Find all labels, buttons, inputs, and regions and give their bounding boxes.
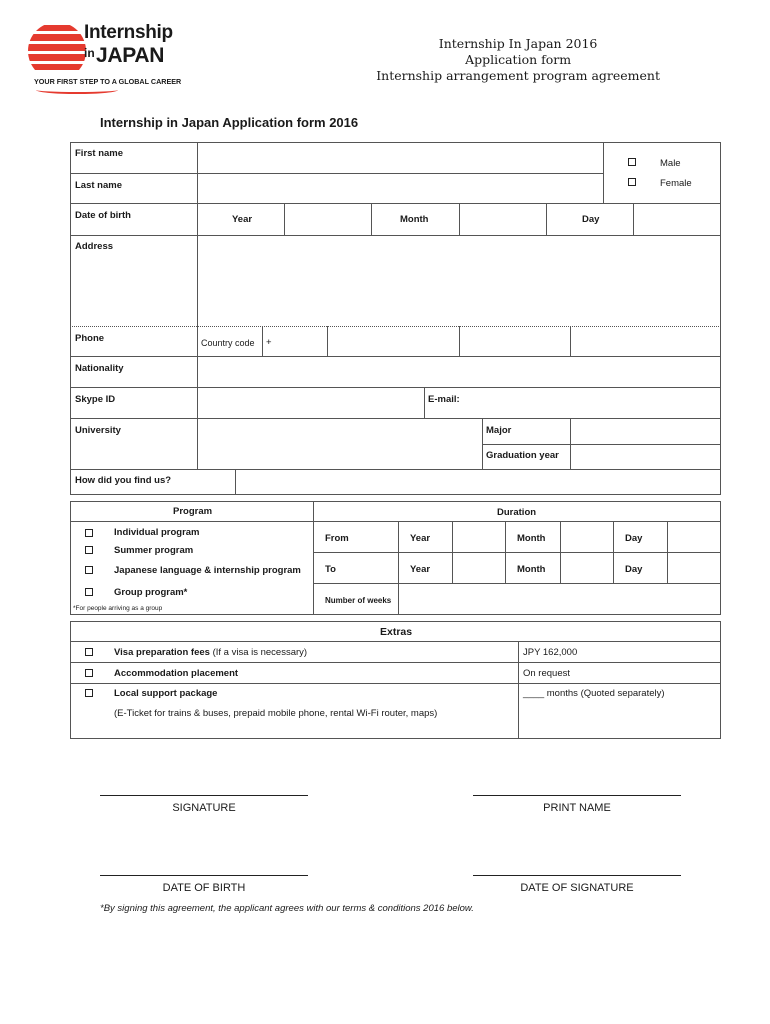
- local-support-checkbox[interactable]: [85, 689, 93, 697]
- visa-fees-checkbox[interactable]: [85, 648, 93, 656]
- first-name-field[interactable]: [198, 143, 603, 173]
- male-label: Male: [660, 158, 681, 169]
- group-note: *For people arriving as a group: [73, 605, 163, 612]
- nationality-field[interactable]: [198, 357, 720, 387]
- terms-footnote: *By signing this agreement, the applicant agrees with our terms & conditions 2016 below.: [100, 903, 474, 914]
- to-label: To: [325, 564, 336, 575]
- to-month-label: Month: [517, 564, 546, 575]
- visa-fees-label: [114, 647, 307, 658]
- phone-number-field[interactable]: [460, 327, 570, 356]
- address-label: Address: [75, 241, 114, 252]
- dob-month-field[interactable]: [460, 204, 546, 235]
- group-program-label: Group program*: [114, 587, 188, 598]
- logo-tagline: YOUR FIRST STEP TO A GLOBAL CAREER: [34, 77, 182, 86]
- from-day-field[interactable]: [668, 522, 720, 552]
- male-checkbox[interactable]: [628, 158, 636, 166]
- header-line-2: Application form: [465, 52, 572, 67]
- email-field[interactable]: [470, 388, 720, 418]
- visa-fees-title: Visa preparation fees: [114, 647, 210, 658]
- nationality-label: Nationality: [75, 363, 124, 374]
- logo-word-in: in: [84, 46, 95, 60]
- last-name-label: Last name: [75, 180, 122, 191]
- number-of-weeks-field[interactable]: [399, 584, 720, 614]
- dob-day-label: Day: [582, 214, 600, 225]
- dob-day-field[interactable]: [634, 204, 720, 235]
- logo-word-japan: JAPAN: [96, 44, 165, 67]
- from-month-field[interactable]: [561, 522, 613, 552]
- summer-program-checkbox[interactable]: [85, 546, 93, 554]
- address-field[interactable]: [198, 236, 720, 326]
- to-day-field[interactable]: [668, 553, 720, 583]
- to-day-label: Day: [625, 564, 643, 575]
- dob-year-field[interactable]: [285, 204, 371, 235]
- university-field[interactable]: [198, 419, 482, 469]
- local-support-detail: (E-Ticket for trains & buses, prepaid mobile phone, rental Wi-Fi router, maps): [114, 708, 438, 719]
- visa-fees-value: JPY 162,000: [523, 647, 578, 658]
- phone-label: Phone: [75, 333, 105, 344]
- country-code-field[interactable]: [275, 327, 327, 356]
- university-label: University: [75, 425, 121, 436]
- logo-swoosh: [36, 86, 118, 94]
- language-internship-label: Japanese language & internship program: [114, 565, 301, 576]
- date-of-signature-line[interactable]: [473, 875, 681, 876]
- date-of-birth-label: Date of birth: [75, 210, 131, 221]
- individual-program-label: Individual program: [114, 527, 200, 538]
- local-support-value: ____ months (Quoted separately): [523, 688, 665, 699]
- number-of-weeks-label: Number of weeks: [325, 596, 392, 605]
- from-label: From: [325, 533, 349, 544]
- header-line-1: Internship In Japan 2016: [438, 36, 598, 51]
- how-find-us-field[interactable]: [236, 470, 720, 494]
- email-label: E-mail:: [428, 394, 460, 405]
- dob-year-label: Year: [232, 214, 253, 225]
- accommodation-checkbox[interactable]: [85, 669, 93, 677]
- form-title: Internship in Japan Application form 2016: [100, 115, 359, 130]
- print-name-label: PRINT NAME: [543, 802, 611, 814]
- extras-header: Extras: [380, 626, 413, 638]
- date-of-birth-line[interactable]: [100, 875, 308, 876]
- last-name-field[interactable]: [198, 174, 603, 203]
- sun-stripes-icon: [28, 22, 86, 80]
- major-label: Major: [486, 425, 512, 436]
- female-label: Female: [660, 178, 692, 189]
- sig-date-of-birth-label: DATE OF BIRTH: [162, 882, 246, 894]
- print-name-line[interactable]: [473, 795, 681, 796]
- graduation-year-field[interactable]: [571, 445, 720, 469]
- duration-header: Duration: [497, 507, 537, 518]
- graduation-year-label: Graduation year: [486, 450, 559, 461]
- local-support-label: Local support package: [114, 688, 218, 699]
- country-code-label: Country code: [201, 338, 255, 348]
- phone-extra-field[interactable]: [571, 327, 720, 356]
- female-checkbox[interactable]: [628, 178, 636, 186]
- to-year-field[interactable]: [453, 553, 505, 583]
- phone-area-field[interactable]: [328, 327, 459, 356]
- document-header: [376, 36, 660, 84]
- from-month-label: Month: [517, 533, 546, 544]
- plus-sign: +: [266, 337, 272, 348]
- dob-month-label: Month: [400, 214, 429, 225]
- from-year-field[interactable]: [453, 522, 505, 552]
- to-month-field[interactable]: [561, 553, 613, 583]
- language-internship-checkbox[interactable]: [85, 566, 93, 574]
- accommodation-label: Accommodation placement: [114, 668, 239, 679]
- to-year-label: Year: [410, 564, 431, 575]
- company-logo: [26, 22, 186, 92]
- individual-program-checkbox[interactable]: [85, 529, 93, 537]
- signature-label: SIGNATURE: [172, 802, 236, 814]
- group-program-checkbox[interactable]: [85, 588, 93, 596]
- summer-program-label: Summer program: [114, 545, 194, 556]
- logo-word-internship: Internship: [84, 22, 173, 43]
- skype-label: Skype ID: [75, 394, 116, 405]
- signature-line[interactable]: [100, 795, 308, 796]
- from-year-label: Year: [410, 533, 431, 544]
- accommodation-value: On request: [523, 668, 570, 679]
- from-day-label: Day: [625, 533, 643, 544]
- major-field[interactable]: [571, 419, 720, 444]
- skype-field[interactable]: [198, 388, 424, 418]
- how-find-us-label: How did you find us?: [75, 475, 172, 486]
- date-of-signature-label: DATE OF SIGNATURE: [520, 882, 634, 894]
- visa-fees-note: (If a visa is necessary): [209, 647, 308, 658]
- program-header: Program: [173, 506, 213, 517]
- header-line-3: Internship arrangement program agreement: [376, 68, 660, 83]
- first-name-label: First name: [75, 148, 124, 159]
